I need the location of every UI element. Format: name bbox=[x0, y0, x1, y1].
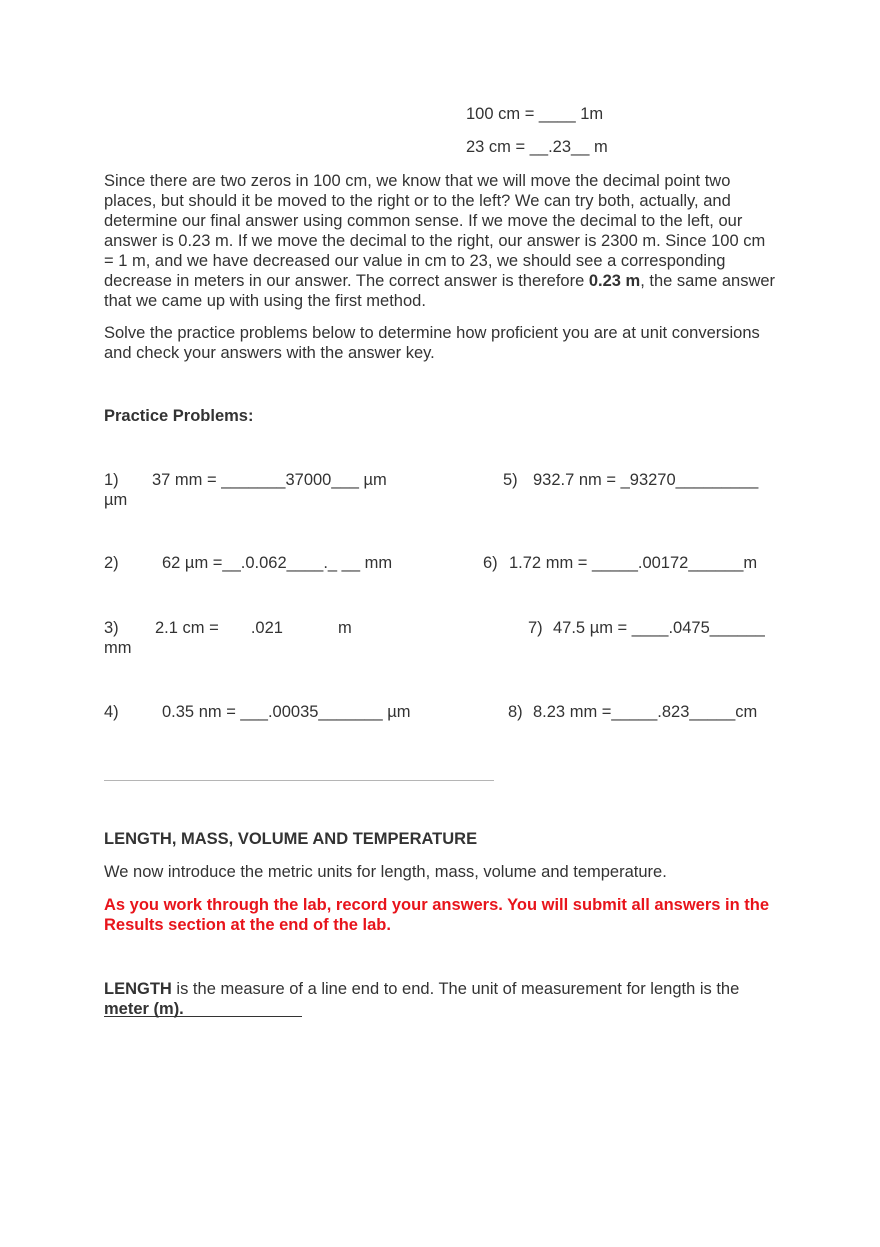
explanation-text: Since there are two zeros in 100 cm, we know that we will move the decimal point two places, but should it be moved to the right or to the left? We can try both, actually, and determine our final answer using common sense. If we move the decimal to the left, our answer is 0.23 m. If we move the decimal to the right, our answer is 2300 m. Since 100 cm = 1 m, and we have decreased our value in cm to 23, we should see a corresponding decrease in meters in our answer. The correct answer is therefore bbox=[104, 172, 766, 290]
problem-text: 47.5 µm = ____.0475______ bbox=[553, 619, 765, 637]
section-heading: LENGTH, MASS, VOLUME AND TEMPERATURE bbox=[104, 830, 478, 848]
problem-text: 1.72 mm = _____.00172______m bbox=[509, 554, 758, 572]
conversion-line-2: 23 cm = __.23__ m bbox=[466, 138, 608, 156]
problem-unit-wrap: mm bbox=[104, 639, 132, 657]
problem-number: 2) bbox=[104, 554, 119, 572]
problem-number: 6) bbox=[483, 554, 498, 572]
problem-text: 0.35 nm = ___.00035_______ µm bbox=[162, 703, 411, 721]
practice-heading: Practice Problems: bbox=[104, 407, 254, 425]
results-notice: As you work through the lab, record your answers. You will submit all answers in the Results section at the end of the lab. bbox=[104, 896, 770, 934]
problem-text: 62 µm =__.0.062____._ __ mm bbox=[162, 554, 393, 572]
conversion-line-1: 100 cm = ____ 1m bbox=[466, 105, 604, 123]
problem-number: 1) bbox=[104, 471, 119, 489]
problem-text: 932.7 nm = _93270_________ bbox=[533, 471, 759, 489]
instructions-paragraph: Solve the practice problems below to determine how proficient you are at unit conversions and check your answers with the answer key. bbox=[104, 324, 760, 362]
explanation-answer: 0.23 m bbox=[588, 272, 641, 290]
length-text: is the measure of a line end to end. The unit of measurement for length is the bbox=[171, 980, 740, 998]
length-definition bbox=[104, 979, 776, 999]
length-unit: meter (m). bbox=[104, 1000, 184, 1018]
explanation-paragraph bbox=[104, 171, 776, 311]
section-divider bbox=[104, 780, 494, 781]
problem-number: 7) bbox=[528, 619, 543, 637]
problem-number: 3) bbox=[104, 619, 119, 637]
problem-number: 5) bbox=[503, 471, 518, 489]
length-term: LENGTH bbox=[104, 980, 172, 998]
problem-text: 2.1 cm = .021 m bbox=[155, 619, 352, 637]
problem-number: 4) bbox=[104, 703, 119, 721]
length-unit-underline bbox=[104, 1016, 302, 1017]
explanation-text-end: , the same answer that we came up with using the first method. bbox=[104, 272, 776, 310]
problem-text: 37 mm = _______37000___ µm bbox=[152, 471, 387, 489]
problem-unit-wrap: µm bbox=[104, 491, 128, 509]
section-intro: We now introduce the metric units for length, mass, volume and temperature. bbox=[104, 863, 667, 881]
problem-text: 8.23 mm =_____.823_____cm bbox=[533, 703, 758, 721]
problem-number: 8) bbox=[508, 703, 523, 721]
